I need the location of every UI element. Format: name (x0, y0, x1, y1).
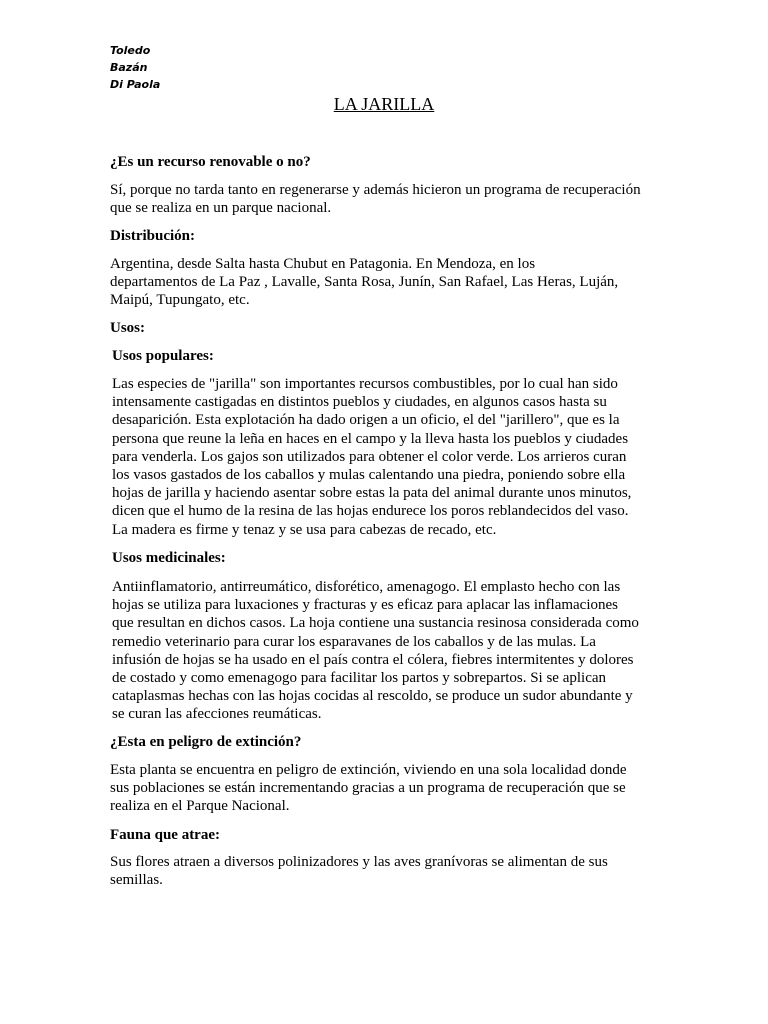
author-name: Toledo (110, 44, 151, 57)
paragraph-line: Argentina, desde Salta hasta Chubut en Patagonia. En Mendoza, en los (110, 256, 536, 272)
section-paragraph-extinction (110, 761, 670, 816)
section-heading-extinction: ¿Esta en peligro de extinción? (110, 734, 302, 750)
paragraph-line: persona que reune la leña en haces en el campo y la lleva hasta los pueblos y ciudades (112, 430, 629, 447)
section-heading-renewable: ¿Es un recurso renovable o no? (110, 154, 311, 170)
author-name: Bazán (110, 61, 148, 74)
document-title: LA JARILLA (333, 94, 435, 114)
paragraph-line: Esta planta se encuentra en peligro de extinción, viviendo en una sola localidad donde (110, 762, 627, 778)
paragraph-line: semillas. (110, 872, 163, 889)
paragraph-line: hojas de jarilla y haciendo asentar sobre estas la pata del animal durante unos minutos, (112, 485, 632, 502)
section-heading-popular-uses: Usos populares: (112, 348, 214, 364)
section-heading-distribution: Distribución: (110, 228, 196, 244)
section-paragraph-renewable (110, 181, 670, 217)
paragraph-line: de costado y como emenagogo para facilitar los partos y sobrepartos. Si se aplican (112, 670, 607, 687)
paragraph-line: La madera es firme y tenaz y se usa para cabezas de recado, etc. (112, 521, 497, 538)
paragraph-line: desaparición. Esta explotación ha dado origen a un oficio, el del "jarillero", que es la (112, 412, 620, 429)
paragraph-line: Las especies de "jarilla" son importantes recursos combustibles, por lo cual han sido (112, 376, 618, 392)
paragraph-line: Sí, porque no tarda tanto en regenerarse y además hicieron un programa de recuperación (110, 182, 641, 198)
paragraph-line: departamentos de La Paz , Lavalle, Santa Rosa, Junín, San Rafael, Las Heras, Luján, (110, 274, 619, 291)
section-paragraph-popular-uses (112, 375, 672, 539)
paragraph-line: realiza en el Parque Nacional. (110, 798, 290, 815)
paragraph-line: Maipú, Tupungato, etc. (110, 292, 250, 309)
paragraph-line: que se realiza en un parque nacional. (110, 200, 332, 217)
paragraph-line: intensamente castigadas en distintos pueblos y ciudades, en algunos casos hasta su (112, 394, 607, 411)
section-paragraph-fauna (110, 853, 670, 889)
paragraph-line: cataplasmas hechas con las hojas cocidas al rescoldo, se produce un sudor abundante y (112, 688, 633, 705)
paragraph-line: dicen que el humo de la resina de las hojas endurece los poros reblandecidos del vaso. (112, 503, 629, 520)
author-list (110, 42, 160, 93)
paragraph-line: se curan las afecciones reumáticas. (112, 706, 322, 723)
section-paragraph-distribution (110, 255, 670, 310)
section-heading-medicinal-uses: Usos medicinales: (112, 550, 226, 566)
section-heading-uses: Usos: (110, 320, 146, 336)
section-paragraph-medicinal-uses (112, 578, 672, 724)
paragraph-line: Sus flores atraen a diversos polinizadores y las aves granívoras se alimentan de sus (110, 854, 608, 870)
paragraph-line: infusión de hojas se ha usado en el país contra el cólera, fiebres intermitentes y dolores (112, 651, 634, 668)
paragraph-line: remedio veterinario para curar los esparavanes de los caballos y de las mulas. La (112, 633, 596, 650)
paragraph-line: Antiinflamatorio, antirreumático, disforético, amenagogo. El emplasto hecho con las (112, 579, 621, 595)
paragraph-line: sus poblaciones se están incrementando gracias a un programa de recuperación que se (110, 780, 626, 797)
paragraph-line: hojas se utiliza para luxaciones y fracturas y es eficaz para aplacar las inflamaciones (112, 597, 619, 614)
paragraph-line: los vasos gastados de los caballos y mulas calentando una piedra, poniendo sobre ella (112, 467, 626, 484)
paragraph-line: para venderla. Los gajos son utilizados para obtener el color verde. Los arrieros curan (112, 448, 627, 465)
section-heading-fauna: Fauna que atrae: (110, 827, 220, 843)
author-name: Di Paola (110, 78, 161, 91)
paragraph-line: que resultan en dichos casos. La hoja contiene una sustancia resinosa considerada como (112, 615, 639, 632)
